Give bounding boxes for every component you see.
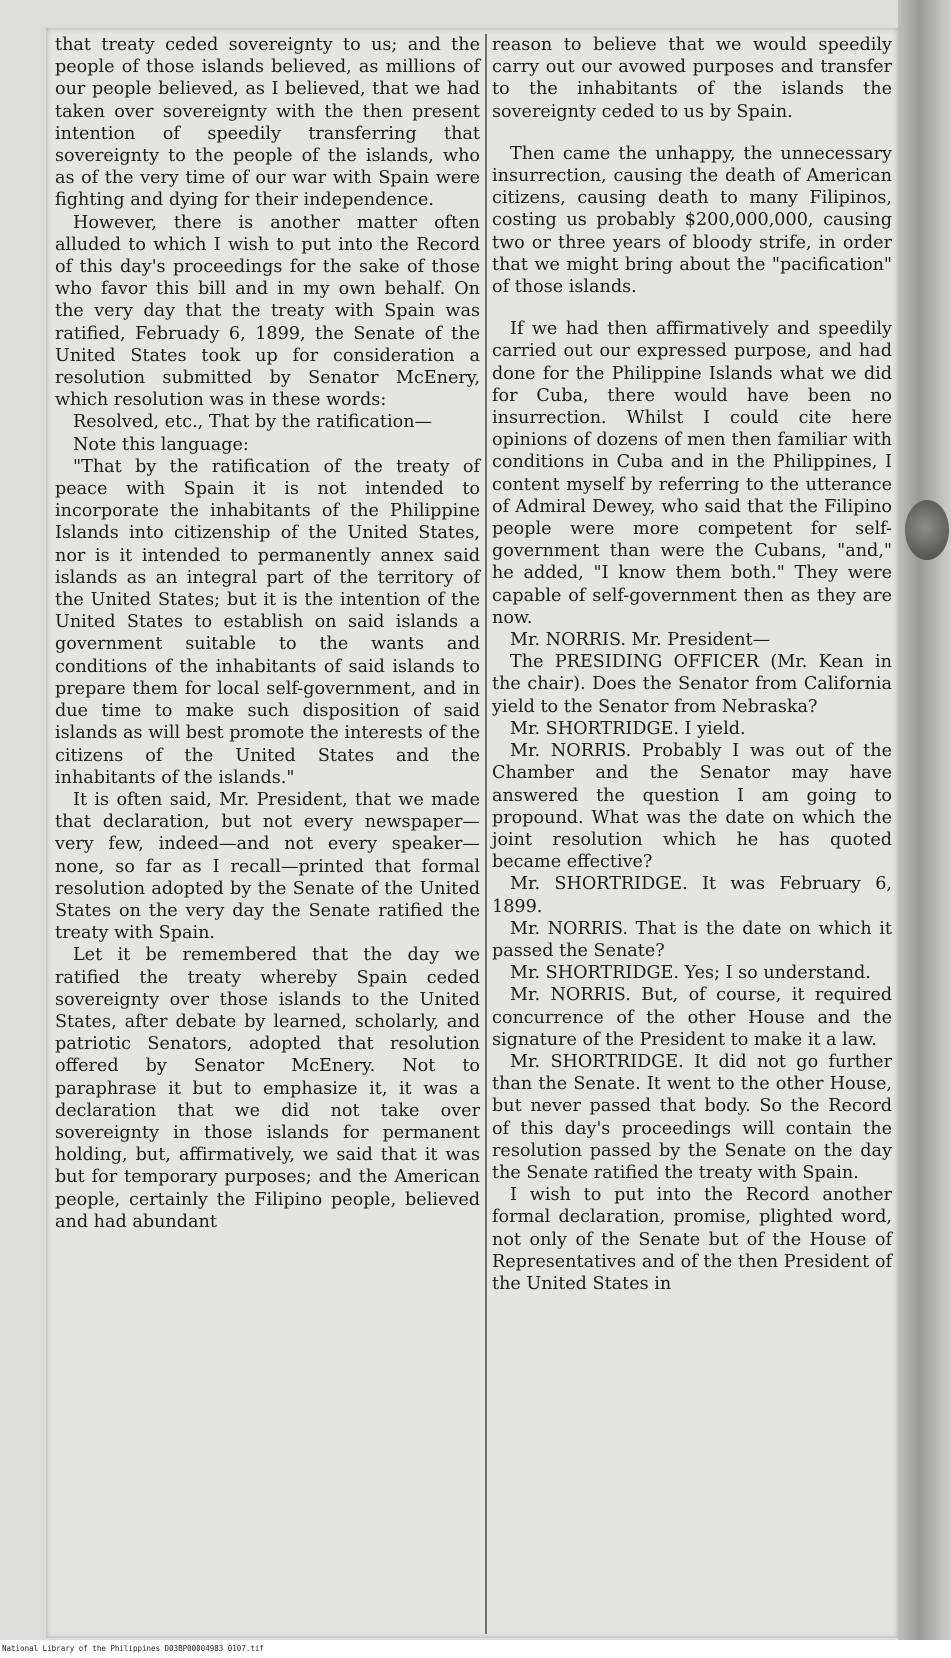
column-rule — [485, 34, 487, 1634]
left-text-column — [55, 34, 480, 1233]
paragraph: Then came the unhappy, the unnecessary insurrection, causing the death of American citizens, causing death to many Filipinos, costing us probably $200,000,000, causing two or three years of bloody strife, in order that we might bring about the "pacification" of those islands. — [492, 143, 892, 298]
paragraph: that treaty ceded sovereignty to us; and the people of those islands believed, as millions of our people believed, as I believed, that we had taken over sovereignty with the then present intention of speedily transferring that sovereignty to the people of the islands, who as of the very time of our war with Spain were fighting and dying for their independence. — [55, 35, 480, 211]
paragraph: However, there is another matter often alluded to which I wish to put into the Record of this day's proceedings for the sake of those who favor this bill and in my own behalf. On the very day that the treaty with Spain was ratified, Februady 6, 1899, the Senate of the United States took up for consideration a resolution submitted by Senator McEnery, which resolution was in these words: — [55, 212, 480, 411]
page-binding-edge — [898, 0, 951, 1640]
paragraph: Note this language: — [73, 434, 249, 455]
right-text-column — [492, 34, 892, 1295]
quoted-resolution: "That by the ratification of the treaty of peace with Spain it is not intended to incorporate the inhabitants of the Philippine Islands into citizenship of the United States, nor is it intended to permanently annex said islands as an integral part of the territory of the United States; but it is the intention of the United States to establish on said islands a government suitable to the wants and conditions of the inhabitants of said islands to prepare them for local self-government, and in due time to make such disposition of said islands as will best promote the interests of the citizens of the United States and the inhabitants of the islands." — [55, 456, 480, 788]
paragraph: It is often said, Mr. President, that we made that declaration, but not every newspaper—very few, indeed—and not every speaker—none, so far as I recall—printed that formal resolution adopted by the Senate of the United States on the very day the Senate ratified the treaty with Spain. — [55, 789, 480, 944]
paragraph: reason to believe that we would speedily carry out our avowed purposes and transfer to the inhabitants of the islands the sovereignty ceded to us by Spain. — [492, 35, 892, 122]
paragraph: If we had then affirmatively and speedily carried out our expressed purpose, and had done for the Philippine Islands what we did for Cuba, there would have been no insurrection. Whilst I could cite here opinions of dozens of men then familiar with conditions in Cuba and in the Philippines, I content myself by referring to the utterance of Admiral Dewey, who said that the Filipino people were more competent for self-government than were the Cubans, "and," he added, "I know them both." They were capable of self-government then as they are now. — [492, 319, 892, 628]
paragraph: Let it be remembered that the day we ratified the treaty whereby Spain ceded sovereignty over those islands to the United States, after debate by learned, scholarly, and patriotic Senators, adopted that resolution offered by Senator McEnery. Not to paraphrase it but to emphasize it, it was a declaration that we did not take over sovereignty in those islands for permanent holding, but, affirmatively, we said that it was but for temporary purposes; and the American people, certainly the Filipino people, believed and had abundant — [55, 945, 480, 1232]
speaker-line: Mr. NORRIS. Probably I was out of the Chamber and the Senator may have answered the question I am going to propound. What was the date on which the joint resolution which he has quoted became effective? — [492, 741, 892, 873]
speaker-line: Mr. NORRIS. Mr. President— — [510, 630, 771, 651]
speaker-line: Mr. SHORTRIDGE. It did not go further than the Senate. It went to the other House, but never passed that body. So the Record of this day's proceedings will contain the resolution passed by the Senate on the day the Senate ratified the treaty with Spain. — [492, 1051, 892, 1183]
speaker-line: Mr. SHORTRIDGE. It was February 6, 1899. — [492, 874, 892, 917]
archive-caption: National Library of the Philippines D03BP00004983 0107.tif — [2, 1644, 264, 1653]
binder-hole — [905, 500, 949, 560]
speaker-line: The PRESIDING OFFICER (Mr. Kean in the chair). Does the Senator from California yield to the Senator from Nebraska? — [492, 652, 892, 717]
paragraph: I wish to put into the Record another formal declaration, promise, plighted word, not only of the Senate but of the House of Representatives and of the then President of the United States in — [492, 1185, 892, 1294]
speaker-line: Mr. NORRIS. That is the date on which it passed the Senate? — [492, 918, 892, 961]
speaker-line: Mr. SHORTRIDGE. Yes; I so understand. — [510, 963, 871, 984]
speaker-line: Mr. SHORTRIDGE. I yield. — [510, 718, 746, 739]
paragraph: Resolved, etc., That by the ratification— — [73, 412, 433, 433]
speaker-line: Mr. NORRIS. But, of course, it required concurrence of the other House and the signature of the President to make it a law. — [492, 985, 892, 1050]
